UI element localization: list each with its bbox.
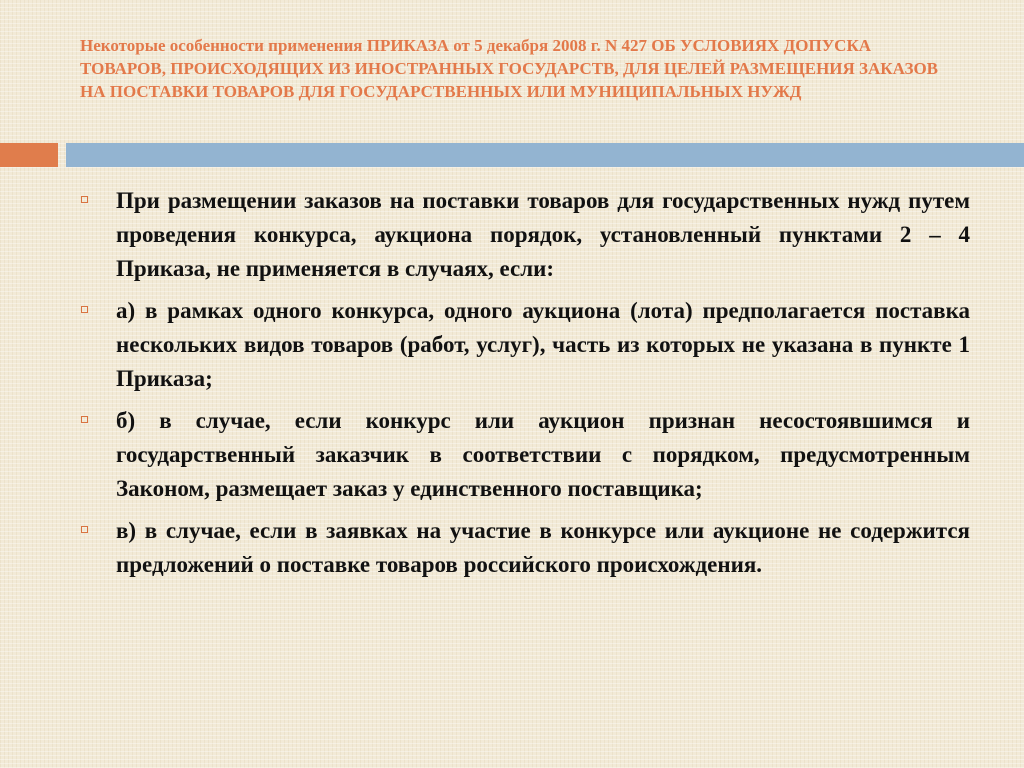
list-item bbox=[78, 294, 970, 396]
accent-bar-blue bbox=[66, 143, 1024, 167]
slide-title-main: ПРИКАЗА от 5 декабря 2008 г. N 427 ОБ УСЛОВИЯХ ДОПУСКА ТОВАРОВ, ПРОИСХОДЯЩИХ ИЗ ИНОСТРАННЫХ ГОСУДАРСТВ, ДЛЯ ЦЕЛЕЙ РАЗМЕЩЕНИЯ ЗАКАЗОВ НА ПОСТАВКИ ТОВАРОВ ДЛЯ ГОСУДАРСТВЕННЫХ ИЛИ МУНИЦИПАЛЬНЫХ НУЖД bbox=[80, 36, 939, 101]
list-item-text: При размещении заказов на поставки товаров для государственных нужд путем проведения конкурса, аукциона порядок, установленный пунктами 2 – 4 Приказа, не применяется в случаях, если: bbox=[116, 188, 970, 281]
bullet-list bbox=[78, 184, 970, 590]
square-bullet-icon bbox=[81, 416, 88, 423]
square-bullet-icon bbox=[81, 526, 88, 533]
list-item bbox=[78, 514, 970, 582]
list-item bbox=[78, 184, 970, 286]
square-bullet-icon bbox=[81, 196, 88, 203]
list-item-text: б) в случае, если конкурс или аукцион признан несостоявшимся и государственный заказчик в соответствии с порядком, предусмотренным Законом, размещает заказ у единственного поставщика; bbox=[116, 408, 970, 501]
square-bullet-icon bbox=[81, 306, 88, 313]
list-item-text: а) в рамках одного конкурса, одного аукциона (лота) предполагается поставка нескольких видов товаров (работ, услуг), часть из которых не указана в пункте 1 Приказа; bbox=[116, 298, 970, 391]
slide-title-lead: Некоторые особенности применения bbox=[80, 36, 363, 55]
list-item bbox=[78, 404, 970, 506]
list-item-text: в) в случае, если в заявках на участие в конкурсе или аукционе не содержится предложений о поставке товаров российского происхождения. bbox=[116, 518, 970, 577]
accent-bar-orange bbox=[0, 143, 58, 167]
slide-title bbox=[80, 34, 960, 103]
